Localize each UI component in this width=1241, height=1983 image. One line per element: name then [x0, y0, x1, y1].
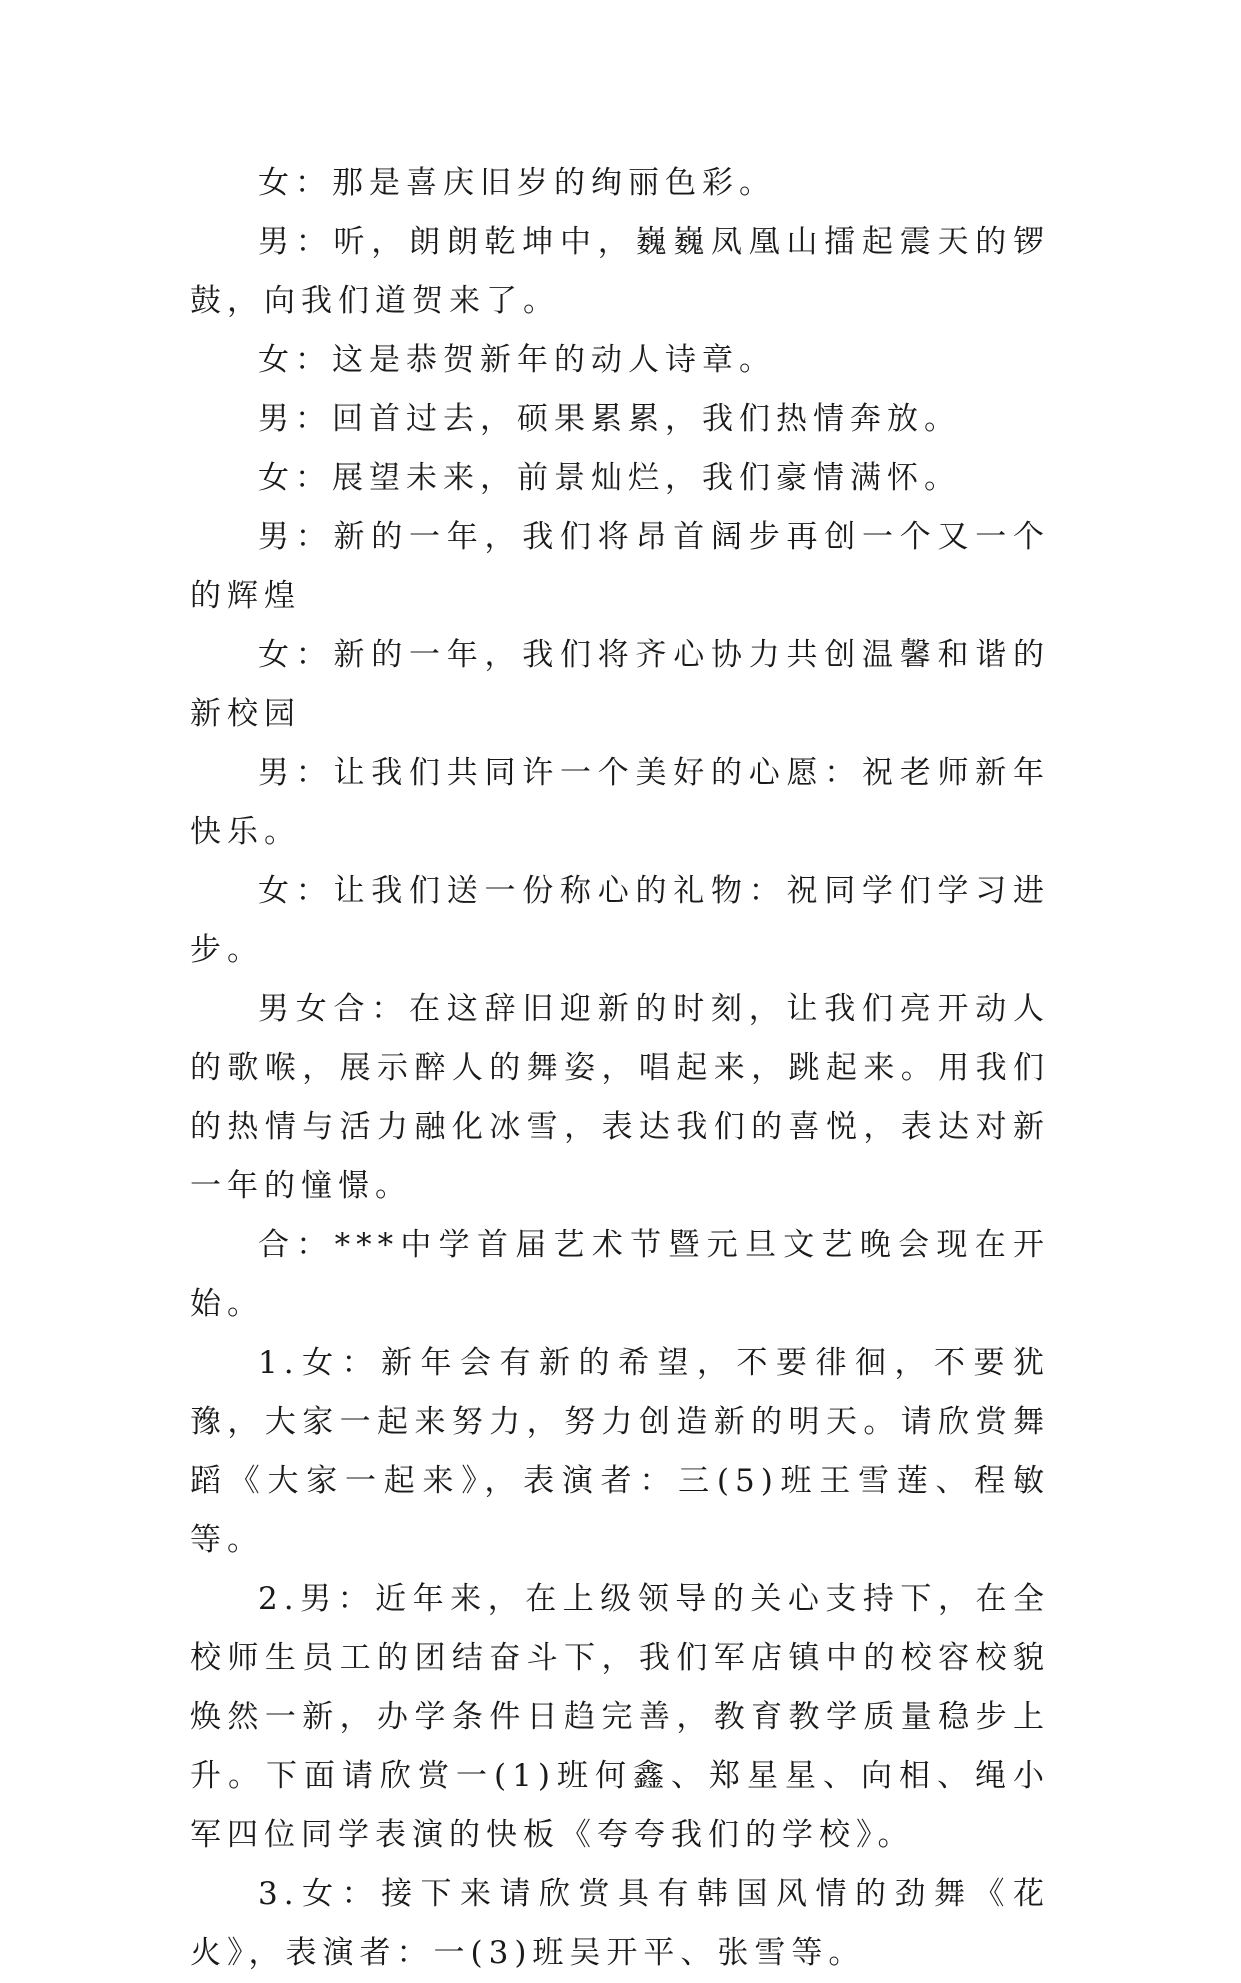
paragraph: 男女合：在这辞旧迎新的时刻，让我们亮开动人的歌喉，展示醉人的舞姿，唱起来，跳起来。用我们的热情与活力融化冰雪，表达我们的喜悦，表达对新一年的憧憬。	[190, 991, 1050, 1204]
paragraph: 男：回首过去，硕果累累，我们热情奔放。	[258, 401, 961, 437]
paragraph: 1.女：新年会有新的希望，不要徘徊，不要犹豫，大家一起来努力，努力创造新的明天。请欣赏舞蹈《大家一起来》，表演者：三(5)班王雪莲、程敏等。	[190, 1345, 1050, 1558]
paragraph: 合：***中学首届艺术节暨元旦文艺晚会现在开始。	[190, 1227, 1050, 1322]
paragraph: 2.男：近年来，在上级领导的关心支持下，在全校师生员工的团结奋斗下，我们军店镇中的校容校貌焕然一新，办学条件日趋完善，教育教学质量稳步上升。下面请欣赏一(1)班何鑫、郑星星、向相、绳小军四位同学表演的快板《夸夸我们的学校》。	[190, 1581, 1050, 1853]
paragraph: 3.女：接下来请欣赏具有韩国风情的劲舞《花火》，表演者：一(3)班吴开平、张雪等。	[190, 1876, 1050, 1971]
paragraph: 女：新的一年，我们将齐心协力共创温馨和谐的新校园	[190, 637, 1050, 732]
paragraph: 女：那是喜庆旧岁的绚丽色彩。	[258, 165, 776, 201]
paragraph: 男：让我们共同许一个美好的心愿：祝老师新年快乐。	[190, 755, 1050, 850]
paragraph: 女：让我们送一份称心的礼物：祝同学们学习进步。	[190, 873, 1050, 968]
paragraph: 男：听，朗朗乾坤中，巍巍凤凰山擂起震天的锣鼓，向我们道贺来了。	[190, 224, 1050, 319]
document-body	[190, 154, 1050, 1983]
paragraph: 女：展望未来，前景灿烂，我们豪情满怀。	[258, 460, 961, 496]
paragraph: 女：这是恭贺新年的动人诗章。	[258, 342, 776, 378]
paragraph: 男：新的一年，我们将昂首阔步再创一个又一个的辉煌	[190, 519, 1050, 614]
